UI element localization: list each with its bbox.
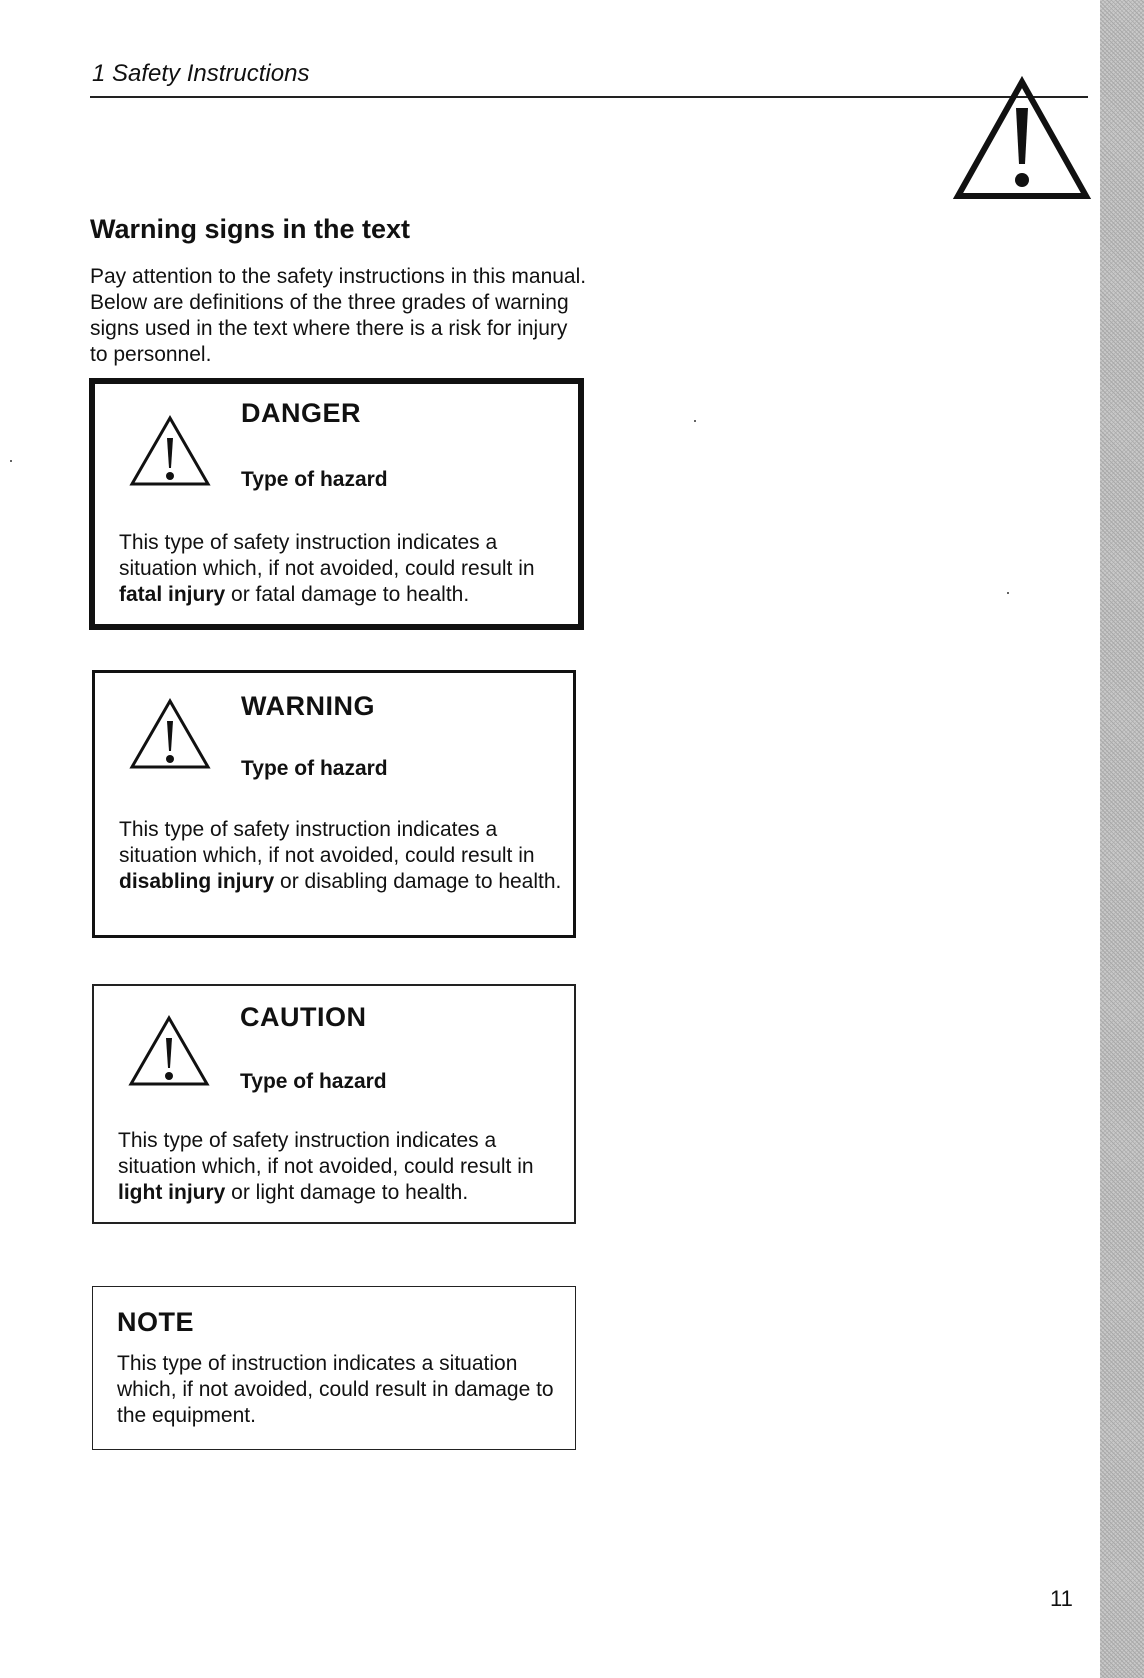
scan-speck [1007, 592, 1009, 594]
hazard-type: Type of hazard [241, 757, 388, 780]
warning-triangle-icon [952, 74, 1092, 202]
caution-emphasis: light injury [118, 1181, 226, 1204]
warning-label: WARNING [241, 691, 375, 721]
warning-triangle-icon [129, 414, 211, 488]
warning-emphasis: disabling injury [119, 870, 275, 893]
note-description: This type of instruction indicates a situation which, if not avoided, could result in damage to the equipment. [117, 1352, 554, 1427]
intro-paragraph: Pay attention to the safety instructions in this manual. Below are definitions of the three grades of warning signs used in the text where there is a risk for injury to personnel. [90, 265, 587, 366]
danger-description: This type of safety instruction indicates a situation which, if not avoided, could result in fatal injury or fatal damage to health. [119, 531, 535, 606]
warning-box [92, 670, 576, 938]
caution-label: CAUTION [240, 1002, 367, 1032]
scan-edge-strip [1100, 0, 1144, 1678]
caution-box [92, 984, 576, 1224]
section-title: Warning signs in the text [90, 214, 411, 244]
hazard-type: Type of hazard [241, 468, 388, 491]
chapter-header: 1 Safety Instructions [92, 60, 310, 87]
header-rule [90, 96, 1088, 98]
danger-label: DANGER [241, 398, 362, 428]
warning-triangle-icon [128, 1014, 210, 1088]
scan-speck [694, 420, 696, 422]
note-label: NOTE [117, 1307, 195, 1337]
page-number: 11 [1050, 1586, 1073, 1611]
warning-description: This type of safety instruction indicates a situation which, if not avoided, could result in disabling injury or disabling damage to health. [119, 818, 562, 893]
scan-speck [10, 460, 12, 462]
caution-description: This type of safety instruction indicates a situation which, if not avoided, could result in light injury or light damage to health. [118, 1129, 534, 1204]
note-box [92, 1286, 576, 1450]
warning-triangle-icon [129, 697, 211, 771]
danger-box [89, 378, 584, 630]
danger-emphasis: fatal injury [119, 583, 226, 606]
hazard-type: Type of hazard [240, 1070, 387, 1093]
